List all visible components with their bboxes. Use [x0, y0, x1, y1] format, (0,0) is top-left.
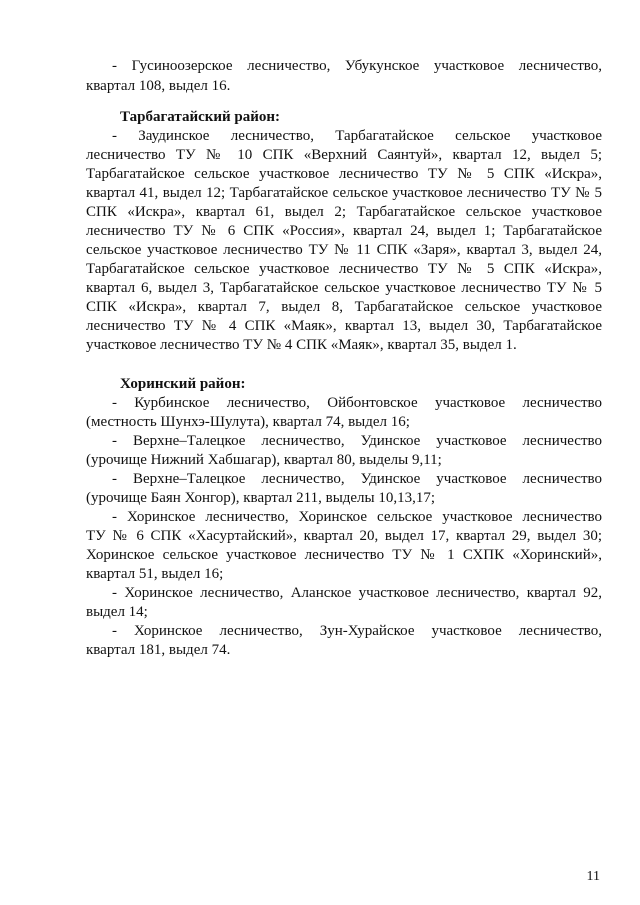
text-line: квартал 108, выдел 16. [86, 78, 231, 94]
text-line: СПК «Искра», квартал 61, выдел 2; Тарбагатайское сельское участковое [86, 204, 602, 220]
text-line: сельское участковое лесничество ТУ № 11 СПК «Заря», квартал 3, выдел 24, [86, 242, 602, 258]
text-line: лесничество ТУ № 4 СПК «Маяк», квартал 13, выдел 30, Тарбагатайское [86, 318, 602, 334]
text-line: - Хоринское лесничество, Аланское участковое лесничество, квартал 92, [112, 585, 602, 601]
text-line: квартал 51, выдел 16; [86, 566, 224, 582]
text-line: - Хоринское лесничество, Хоринское сельское участковое лесничество [112, 509, 602, 525]
text-line: квартал 181, выдел 74. [86, 642, 231, 658]
text-line: Тарбагатайское сельское участковое лесничество ТУ № 5 СПК «Искра», [86, 261, 602, 277]
text-line: лесничество ТУ № 6 СПК «Россия», квартал 24, выдел 1; Тарбагатайское [86, 223, 602, 239]
text-line: участковое лесничество ТУ № 4 СПК «Маяк», квартал 35, выдел 1. [86, 337, 517, 353]
text-line: Тарбагатайское сельское участковое лесничество ТУ № 5 СПК «Искра», [86, 166, 602, 182]
text-line: (местность Шунхэ-Шулута), квартал 74, выдел 16; [86, 414, 410, 430]
text-line: (урочище Нижний Хабшагар), квартал 80, выделы 9,11; [86, 452, 442, 468]
section-heading: Тарбагатайский район: [120, 109, 281, 125]
text-line: - Гусиноозерское лесничество, Убукунское участковое лесничество, [112, 58, 602, 74]
text-line: - Верхне–Талецкое лесничество, Удинское участковое лесничество [112, 471, 602, 487]
text-line: выдел 14; [86, 604, 148, 620]
text-line: - Хоринское лесничество, Зун-Хурайское участковое лесничество, [112, 623, 602, 639]
text-line: квартал 6, выдел 3, Тарбагатайское сельское участковое лесничество ТУ № 5 [86, 280, 602, 296]
page-number: 11 [586, 869, 600, 884]
text-line: лесничество ТУ № 10 СПК «Верхний Саянтуй», квартал 12, выдел 5; [86, 147, 602, 163]
text-line: - Курбинское лесничество, Ойбонтовское участковое лесничество [112, 395, 602, 411]
text-line: (урочище Баян Хонгор), квартал 211, выделы 10,13,17; [86, 490, 436, 506]
section-heading: Хоринский район: [120, 376, 246, 392]
text-line: - Верхне–Талецкое лесничество, Удинское участковое лесничество [112, 433, 602, 449]
text-line: - Заудинское лесничество, Тарбагатайское сельское участковое [112, 128, 602, 144]
text-line: квартал 41, выдел 12; Тарбагатайское сельское участковое лесничество ТУ № 5 [86, 185, 602, 201]
text-line: ТУ № 6 СПК «Хасуртайский», квартал 20, выдел 17, квартал 29, выдел 30; [86, 528, 602, 544]
text-line: СПК «Искра», квартал 7, выдел 8, Тарбагатайское сельское участковое [86, 299, 602, 315]
text-line: Хоринское сельское участковое лесничество ТУ № 1 СХПК «Хоринский», [86, 547, 602, 563]
